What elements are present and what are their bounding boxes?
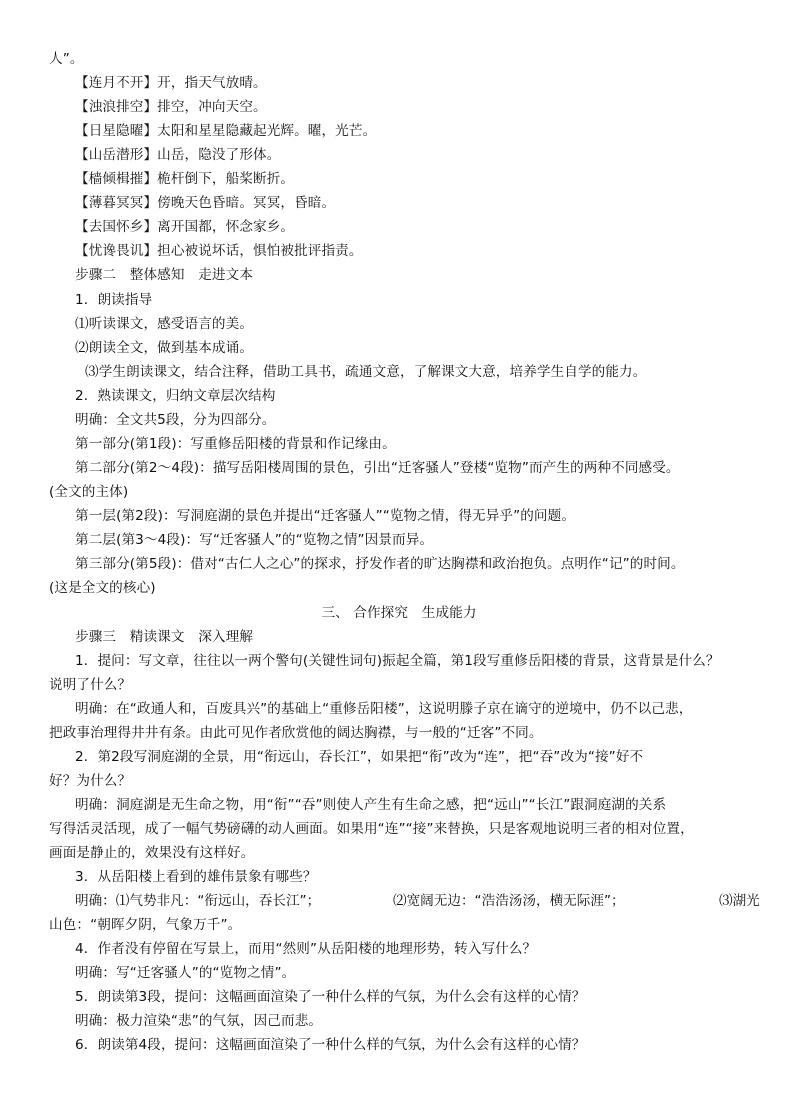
text-line: 第一层(第2段)：写洞庭湖的景色并提出“迁客骚人”“览物之情，得无异乎”的问题。 [75, 508, 576, 524]
vocab-item: 【樯倾楫摧】桅杆倒下，船桨断折。 [75, 171, 295, 187]
text-line: 第二部分(第2～4段)：描写岳阳楼周围的景色，引出“迁客骚人”登楼“览物”而产生的两种不同感受。 [75, 460, 680, 476]
vocab-item: 【日星隐曜】太阳和星星隐藏起光辉。曜，光芒。 [75, 123, 377, 139]
numbered-item: 2．熟读课文，归纳文章层次结构 [75, 388, 276, 404]
answer: 把政事治理得井井有条。由此可见作者欣赏他的阔达胸襟，与一般的“迁客”不同。 [49, 725, 543, 741]
question: 2．第2段写洞庭湖的全景，用“衔远山，吞长江”，如果把“衔”改为“连”，把“吞”改为“接”好不 [75, 749, 644, 765]
vocab-item: 【浊浪排空】排空，冲向天空。 [75, 99, 267, 115]
question: 好？为什么？ [49, 773, 132, 789]
answer: 山色：“朝晖夕阴，气象万千”。 [49, 917, 242, 933]
question: 6．朗读第4段，提问：这幅画面渲染了一种什么样的气氛，为什么会有这样的心情？ [75, 1037, 586, 1053]
answer-part: ⑵宽阔无边：“浩浩汤汤，横无际涯”； [393, 893, 625, 909]
text-line: 第二层(第3～4段)：写“迁客骚人”的“览物之情”因景而异。 [75, 532, 434, 548]
answer: 明确：极力渲染“悲”的气氛，因己而悲。 [75, 1013, 323, 1029]
sub-item: ⑵朗读全文，做到基本成诵。 [75, 340, 254, 356]
question: 1．提问：写文章，往往以一两个警句(关键性词句)振起全篇，第1段写重修岳阳楼的背景，这背景是什么？ [75, 653, 720, 669]
text-line: 第一部分(第1段)：写重修岳阳楼的背景和作记缘由。 [75, 436, 396, 452]
text-line: (全文的主体) [49, 484, 129, 500]
vocab-item: 【薄暮冥冥】傍晚天色昏暗。冥冥，昏暗。 [75, 195, 336, 211]
vocab-item: 【忧谗畏讥】担心被说坏话，惧怕被批评指责。 [75, 243, 363, 259]
answer-part: 明确：⑴气势非凡：“衔远山，吞长江”； [75, 893, 321, 909]
answer: 明确：洞庭湖是无生命之物，用“衔”“吞”则使人产生有生命之感，把“远山”“长江”跟洞庭湖的关系 [75, 797, 667, 813]
text-line: (这是全文的核心) [49, 580, 156, 596]
numbered-item: 1．朗读指导 [75, 292, 153, 308]
question: 5．朗读第3段，提问：这幅画面渲染了一种什么样的气氛，为什么会有这样的心情？ [75, 989, 586, 1005]
answer-part: ⑶湖光 [719, 893, 760, 909]
step-heading: 步骤三 精读课文 深入理解 [75, 629, 254, 645]
answer: 明确：在“政通人和，百废具兴”的基础上“重修岳阳楼”，这说明滕子京在谪守的逆境中，仍不以己悲， [75, 701, 693, 717]
answer-row [75, 889, 765, 913]
sub-item: ⑴听读课文，感受语言的美。 [75, 316, 254, 332]
section-heading: 三、 合作探究 生成能力 [321, 605, 477, 621]
text-line: 第三部分(第5段)：借对“古仁人之心”的探求，抒发作者的旷达胸襟和政治抱负。点明作“记”的时间。 [75, 556, 685, 572]
vocab-item: 【连月不开】开，指天气放晴。 [75, 75, 267, 91]
vocab-item: 【去国怀乡】离开国都，怀念家乡。 [75, 219, 295, 235]
sub-item: ⑶学生朗读课文，结合注释，借助工具书，疏通文意，了解课文大意，培养学生自学的能力。 [85, 364, 647, 380]
question: 4．作者没有停留在写景上，而用“然则”从岳阳楼的地理形势，转入写什么？ [75, 941, 537, 957]
text-line: 明确：全文共5段，分为四部分。 [75, 412, 276, 428]
answer: 明确：写“迁客骚人”的“览物之情”。 [75, 965, 296, 981]
question: 说明了什么？ [49, 677, 132, 693]
vocab-item: 【山岳潜形】山岳，隐没了形体。 [75, 147, 281, 163]
answer: 画面是静止的，效果没有这样好。 [49, 845, 255, 861]
answer: 写得活灵活现，成了一幅气势磅礴的动人画面。如果用“连”“接”来替换，只是客观地说明三者的相对位置， [49, 821, 694, 837]
question: 3．从岳阳楼上看到的雄伟景象有哪些？ [75, 869, 317, 885]
step-heading: 步骤二 整体感知 走进文本 [75, 267, 254, 283]
text-line: 人”。 [49, 51, 84, 67]
